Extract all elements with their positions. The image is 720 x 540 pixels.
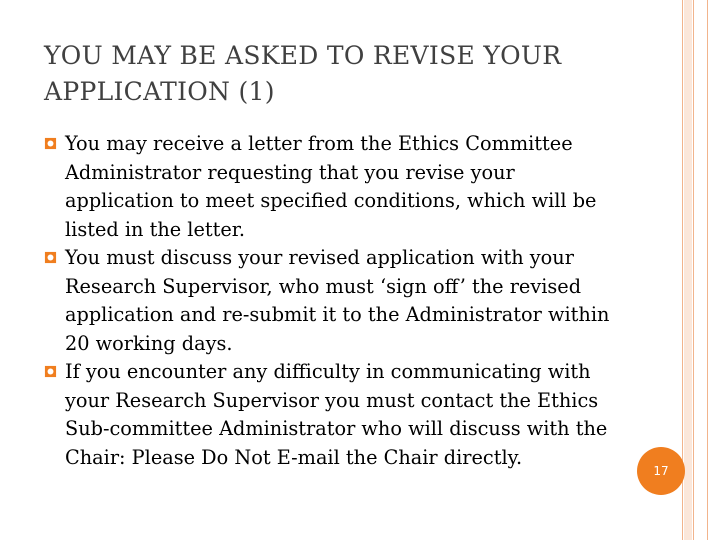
right-edge-line	[693, 0, 694, 540]
bullet-text: You may receive a letter from the Ethics Committee Administrator requesting that you revise your application to meet specified conditions, which will be listed in the letter.	[65, 132, 597, 241]
orange-square-bullet-icon	[44, 251, 57, 264]
bullet-text: If you encounter any difficulty in communicating with your Research Supervisor you must contact the Ethics Sub-committee Administrator who will discuss with the Chair: Please Do Not E-mail the Chair directly.	[65, 360, 608, 469]
right-edge-band	[684, 0, 692, 540]
slide-title: YOU MAY BE ASKED TO REVISE YOUR APPLICATION (1)	[44, 41, 562, 106]
orange-square-bullet-icon	[44, 137, 57, 150]
page-number-badge	[637, 447, 685, 495]
orange-square-bullet-icon	[44, 365, 57, 378]
right-edge-line	[707, 0, 708, 540]
bullet-item	[44, 358, 624, 472]
page-number: 17	[653, 464, 669, 478]
bullet-text: You must discuss your revised application with your Research Supervisor, who must ‘sign off’ the revised application and re-submit it to the Administrator within 20 working days.	[65, 246, 610, 355]
bullet-item	[44, 130, 624, 244]
bullet-list	[44, 130, 624, 472]
bullet-item	[44, 244, 624, 358]
